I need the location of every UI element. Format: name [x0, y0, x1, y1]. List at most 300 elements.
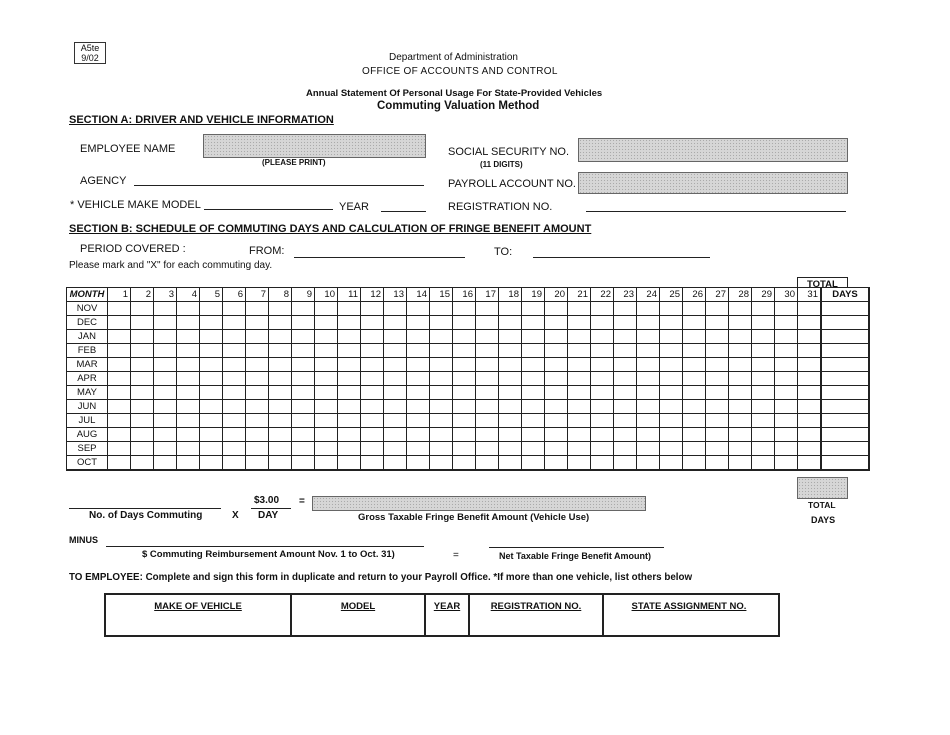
day-cell[interactable]: [637, 386, 660, 400]
day-cell[interactable]: [522, 358, 545, 372]
day-cell[interactable]: [499, 414, 522, 428]
day-cell[interactable]: [637, 330, 660, 344]
day-cell[interactable]: [476, 456, 499, 471]
month-total-cell[interactable]: [821, 316, 869, 330]
day-cell[interactable]: [453, 330, 476, 344]
day-cell[interactable]: [775, 372, 798, 386]
day-cell[interactable]: [384, 400, 407, 414]
day-cell[interactable]: [384, 358, 407, 372]
day-cell[interactable]: [453, 442, 476, 456]
day-cell[interactable]: [177, 456, 200, 471]
day-cell[interactable]: [637, 456, 660, 471]
day-cell[interactable]: [315, 456, 338, 471]
day-cell[interactable]: [223, 414, 246, 428]
day-cell[interactable]: [407, 456, 430, 471]
day-cell[interactable]: [177, 302, 200, 316]
day-cell[interactable]: [637, 344, 660, 358]
day-cell[interactable]: [729, 372, 752, 386]
day-cell[interactable]: [453, 344, 476, 358]
day-cell[interactable]: [798, 456, 822, 471]
day-cell[interactable]: [453, 456, 476, 471]
day-cell[interactable]: [568, 330, 591, 344]
day-cell[interactable]: [407, 442, 430, 456]
day-cell[interactable]: [154, 428, 177, 442]
day-cell[interactable]: [660, 344, 683, 358]
day-cell[interactable]: [729, 386, 752, 400]
day-cell[interactable]: [752, 316, 775, 330]
day-cell[interactable]: [476, 386, 499, 400]
day-cell[interactable]: [200, 358, 223, 372]
day-cell[interactable]: [453, 386, 476, 400]
col-model[interactable]: [292, 595, 426, 635]
day-cell[interactable]: [131, 442, 154, 456]
day-cell[interactable]: [177, 330, 200, 344]
day-cell[interactable]: [568, 372, 591, 386]
days-commuting-field[interactable]: [69, 508, 221, 509]
day-cell[interactable]: [729, 428, 752, 442]
day-cell[interactable]: [430, 428, 453, 442]
day-cell[interactable]: [614, 428, 637, 442]
day-cell[interactable]: [591, 358, 614, 372]
day-cell[interactable]: [361, 456, 384, 471]
day-cell[interactable]: [246, 442, 269, 456]
day-cell[interactable]: [545, 302, 568, 316]
day-cell[interactable]: [637, 372, 660, 386]
day-cell[interactable]: [154, 414, 177, 428]
day-cell[interactable]: [269, 372, 292, 386]
day-cell[interactable]: [476, 414, 499, 428]
day-cell[interactable]: [430, 386, 453, 400]
day-cell[interactable]: [315, 330, 338, 344]
day-cell[interactable]: [706, 386, 729, 400]
day-cell[interactable]: [108, 330, 131, 344]
day-cell[interactable]: [338, 400, 361, 414]
day-cell[interactable]: [591, 316, 614, 330]
day-cell[interactable]: [154, 330, 177, 344]
day-cell[interactable]: [430, 358, 453, 372]
month-total-cell[interactable]: [821, 386, 869, 400]
day-cell[interactable]: [131, 302, 154, 316]
day-cell[interactable]: [545, 428, 568, 442]
day-cell[interactable]: [476, 358, 499, 372]
day-cell[interactable]: [798, 400, 822, 414]
day-cell[interactable]: [407, 372, 430, 386]
ssn-field[interactable]: [578, 138, 848, 162]
day-cell[interactable]: [108, 456, 131, 471]
day-cell[interactable]: [476, 316, 499, 330]
day-cell[interactable]: [292, 428, 315, 442]
day-cell[interactable]: [269, 316, 292, 330]
month-total-cell[interactable]: [821, 414, 869, 428]
day-cell[interactable]: [315, 344, 338, 358]
day-cell[interactable]: [338, 428, 361, 442]
day-cell[interactable]: [660, 386, 683, 400]
day-cell[interactable]: [246, 302, 269, 316]
day-cell[interactable]: [361, 316, 384, 330]
day-cell[interactable]: [798, 414, 822, 428]
day-cell[interactable]: [315, 358, 338, 372]
day-cell[interactable]: [499, 316, 522, 330]
day-cell[interactable]: [430, 372, 453, 386]
day-cell[interactable]: [292, 330, 315, 344]
day-cell[interactable]: [292, 442, 315, 456]
day-cell[interactable]: [338, 316, 361, 330]
net-amount-field[interactable]: [489, 547, 664, 548]
day-cell[interactable]: [683, 428, 706, 442]
day-cell[interactable]: [246, 400, 269, 414]
day-cell[interactable]: [131, 372, 154, 386]
day-cell[interactable]: [683, 442, 706, 456]
day-cell[interactable]: [338, 302, 361, 316]
day-cell[interactable]: [637, 316, 660, 330]
day-cell[interactable]: [499, 400, 522, 414]
month-total-cell[interactable]: [821, 372, 869, 386]
month-total-cell[interactable]: [821, 456, 869, 471]
day-cell[interactable]: [269, 456, 292, 471]
day-cell[interactable]: [614, 358, 637, 372]
day-cell[interactable]: [315, 428, 338, 442]
day-cell[interactable]: [108, 344, 131, 358]
day-cell[interactable]: [269, 400, 292, 414]
day-cell[interactable]: [637, 442, 660, 456]
day-cell[interactable]: [614, 386, 637, 400]
day-cell[interactable]: [269, 414, 292, 428]
day-cell[interactable]: [223, 456, 246, 471]
day-cell[interactable]: [522, 428, 545, 442]
day-cell[interactable]: [200, 372, 223, 386]
day-cell[interactable]: [177, 386, 200, 400]
day-cell[interactable]: [660, 330, 683, 344]
day-cell[interactable]: [108, 428, 131, 442]
day-cell[interactable]: [384, 386, 407, 400]
day-cell[interactable]: [775, 428, 798, 442]
day-cell[interactable]: [568, 386, 591, 400]
day-cell[interactable]: [200, 442, 223, 456]
day-cell[interactable]: [499, 344, 522, 358]
day-cell[interactable]: [798, 372, 822, 386]
day-cell[interactable]: [729, 344, 752, 358]
day-cell[interactable]: [775, 400, 798, 414]
day-cell[interactable]: [568, 400, 591, 414]
day-cell[interactable]: [706, 358, 729, 372]
day-cell[interactable]: [430, 330, 453, 344]
day-cell[interactable]: [315, 400, 338, 414]
day-cell[interactable]: [614, 316, 637, 330]
day-cell[interactable]: [338, 372, 361, 386]
day-cell[interactable]: [706, 442, 729, 456]
day-cell[interactable]: [706, 344, 729, 358]
day-cell[interactable]: [545, 414, 568, 428]
day-cell[interactable]: [407, 330, 430, 344]
day-cell[interactable]: [246, 414, 269, 428]
day-cell[interactable]: [614, 302, 637, 316]
day-cell[interactable]: [591, 372, 614, 386]
day-cell[interactable]: [522, 414, 545, 428]
to-field[interactable]: [533, 257, 710, 258]
day-cell[interactable]: [407, 414, 430, 428]
day-cell[interactable]: [752, 372, 775, 386]
day-cell[interactable]: [292, 456, 315, 471]
day-cell[interactable]: [775, 456, 798, 471]
day-cell[interactable]: [568, 344, 591, 358]
day-cell[interactable]: [545, 386, 568, 400]
day-cell[interactable]: [338, 456, 361, 471]
day-cell[interactable]: [752, 302, 775, 316]
day-cell[interactable]: [752, 344, 775, 358]
day-cell[interactable]: [545, 330, 568, 344]
day-cell[interactable]: [499, 330, 522, 344]
day-cell[interactable]: [752, 414, 775, 428]
day-cell[interactable]: [729, 414, 752, 428]
day-cell[interactable]: [568, 358, 591, 372]
day-cell[interactable]: [108, 400, 131, 414]
day-cell[interactable]: [522, 442, 545, 456]
day-cell[interactable]: [154, 358, 177, 372]
day-cell[interactable]: [660, 302, 683, 316]
day-cell[interactable]: [476, 442, 499, 456]
day-cell[interactable]: [269, 330, 292, 344]
day-cell[interactable]: [522, 456, 545, 471]
day-cell[interactable]: [683, 330, 706, 344]
day-cell[interactable]: [315, 442, 338, 456]
day-cell[interactable]: [614, 442, 637, 456]
day-cell[interactable]: [752, 358, 775, 372]
day-cell[interactable]: [729, 330, 752, 344]
day-cell[interactable]: [361, 344, 384, 358]
day-cell[interactable]: [476, 428, 499, 442]
day-cell[interactable]: [591, 414, 614, 428]
day-cell[interactable]: [223, 302, 246, 316]
day-cell[interactable]: [775, 414, 798, 428]
day-cell[interactable]: [706, 316, 729, 330]
day-cell[interactable]: [177, 414, 200, 428]
day-cell[interactable]: [545, 400, 568, 414]
day-cell[interactable]: [246, 344, 269, 358]
day-cell[interactable]: [453, 316, 476, 330]
day-cell[interactable]: [384, 414, 407, 428]
total-days-field[interactable]: [797, 477, 848, 499]
day-cell[interactable]: [752, 442, 775, 456]
day-cell[interactable]: [154, 344, 177, 358]
day-cell[interactable]: [430, 400, 453, 414]
day-cell[interactable]: [430, 302, 453, 316]
day-cell[interactable]: [131, 400, 154, 414]
col-year[interactable]: [426, 595, 470, 635]
day-cell[interactable]: [384, 330, 407, 344]
day-cell[interactable]: [361, 442, 384, 456]
day-cell[interactable]: [361, 358, 384, 372]
day-cell[interactable]: [453, 372, 476, 386]
day-cell[interactable]: [361, 302, 384, 316]
day-cell[interactable]: [108, 372, 131, 386]
day-cell[interactable]: [660, 456, 683, 471]
day-cell[interactable]: [522, 316, 545, 330]
day-cell[interactable]: [177, 442, 200, 456]
day-cell[interactable]: [315, 386, 338, 400]
day-cell[interactable]: [545, 316, 568, 330]
day-cell[interactable]: [775, 302, 798, 316]
day-cell[interactable]: [177, 428, 200, 442]
day-cell[interactable]: [200, 386, 223, 400]
day-cell[interactable]: [614, 344, 637, 358]
day-cell[interactable]: [499, 428, 522, 442]
day-cell[interactable]: [499, 386, 522, 400]
day-cell[interactable]: [177, 344, 200, 358]
day-cell[interactable]: [430, 414, 453, 428]
day-cell[interactable]: [568, 302, 591, 316]
day-cell[interactable]: [292, 400, 315, 414]
day-cell[interactable]: [338, 442, 361, 456]
day-cell[interactable]: [752, 330, 775, 344]
month-total-cell[interactable]: [821, 330, 869, 344]
day-cell[interactable]: [200, 316, 223, 330]
day-cell[interactable]: [568, 428, 591, 442]
day-cell[interactable]: [315, 414, 338, 428]
day-cell[interactable]: [131, 386, 154, 400]
day-cell[interactable]: [361, 386, 384, 400]
day-cell[interactable]: [177, 372, 200, 386]
day-cell[interactable]: [453, 302, 476, 316]
day-cell[interactable]: [453, 428, 476, 442]
day-cell[interactable]: [407, 428, 430, 442]
col-make-of-vehicle[interactable]: [106, 595, 292, 635]
day-cell[interactable]: [154, 442, 177, 456]
day-cell[interactable]: [591, 428, 614, 442]
day-cell[interactable]: [453, 414, 476, 428]
day-cell[interactable]: [798, 344, 822, 358]
day-cell[interactable]: [798, 358, 822, 372]
day-cell[interactable]: [315, 372, 338, 386]
day-cell[interactable]: [246, 316, 269, 330]
day-cell[interactable]: [407, 316, 430, 330]
day-cell[interactable]: [338, 414, 361, 428]
day-cell[interactable]: [292, 386, 315, 400]
day-cell[interactable]: [269, 428, 292, 442]
day-cell[interactable]: [131, 358, 154, 372]
day-cell[interactable]: [545, 442, 568, 456]
day-cell[interactable]: [131, 414, 154, 428]
day-cell[interactable]: [407, 386, 430, 400]
day-cell[interactable]: [729, 302, 752, 316]
day-cell[interactable]: [683, 386, 706, 400]
day-cell[interactable]: [660, 442, 683, 456]
day-cell[interactable]: [223, 386, 246, 400]
day-cell[interactable]: [476, 400, 499, 414]
day-cell[interactable]: [246, 330, 269, 344]
col-state-assignment[interactable]: [604, 595, 774, 635]
day-cell[interactable]: [499, 456, 522, 471]
day-cell[interactable]: [637, 428, 660, 442]
day-cell[interactable]: [407, 344, 430, 358]
from-field[interactable]: [294, 257, 465, 258]
day-cell[interactable]: [522, 372, 545, 386]
day-cell[interactable]: [591, 302, 614, 316]
day-cell[interactable]: [683, 316, 706, 330]
day-cell[interactable]: [108, 414, 131, 428]
day-cell[interactable]: [775, 344, 798, 358]
day-cell[interactable]: [706, 456, 729, 471]
day-cell[interactable]: [223, 372, 246, 386]
day-cell[interactable]: [315, 316, 338, 330]
day-cell[interactable]: [660, 316, 683, 330]
day-cell[interactable]: [729, 358, 752, 372]
day-cell[interactable]: [729, 456, 752, 471]
day-cell[interactable]: [154, 456, 177, 471]
day-cell[interactable]: [177, 400, 200, 414]
day-cell[interactable]: [545, 358, 568, 372]
day-cell[interactable]: [223, 330, 246, 344]
day-cell[interactable]: [683, 372, 706, 386]
month-total-cell[interactable]: [821, 358, 869, 372]
day-cell[interactable]: [775, 442, 798, 456]
day-cell[interactable]: [729, 442, 752, 456]
day-cell[interactable]: [200, 330, 223, 344]
day-cell[interactable]: [131, 316, 154, 330]
day-cell[interactable]: [683, 414, 706, 428]
day-cell[interactable]: [131, 456, 154, 471]
day-cell[interactable]: [591, 456, 614, 471]
day-cell[interactable]: [430, 456, 453, 471]
day-cell[interactable]: [729, 400, 752, 414]
day-cell[interactable]: [154, 302, 177, 316]
day-cell[interactable]: [499, 358, 522, 372]
day-cell[interactable]: [223, 400, 246, 414]
day-cell[interactable]: [108, 358, 131, 372]
day-cell[interactable]: [200, 344, 223, 358]
day-cell[interactable]: [453, 358, 476, 372]
day-cell[interactable]: [798, 316, 822, 330]
day-cell[interactable]: [522, 330, 545, 344]
day-cell[interactable]: [752, 428, 775, 442]
day-cell[interactable]: [292, 344, 315, 358]
day-cell[interactable]: [108, 316, 131, 330]
day-cell[interactable]: [522, 344, 545, 358]
day-cell[interactable]: [292, 316, 315, 330]
day-cell[interactable]: [499, 442, 522, 456]
day-cell[interactable]: [384, 442, 407, 456]
day-cell[interactable]: [614, 456, 637, 471]
day-cell[interactable]: [637, 400, 660, 414]
day-cell[interactable]: [476, 330, 499, 344]
day-cell[interactable]: [568, 316, 591, 330]
day-cell[interactable]: [683, 456, 706, 471]
day-cell[interactable]: [660, 358, 683, 372]
day-cell[interactable]: [660, 428, 683, 442]
day-cell[interactable]: [269, 358, 292, 372]
day-cell[interactable]: [131, 428, 154, 442]
day-cell[interactable]: [522, 400, 545, 414]
day-cell[interactable]: [338, 386, 361, 400]
day-cell[interactable]: [407, 302, 430, 316]
col-registration[interactable]: [470, 595, 604, 635]
day-cell[interactable]: [637, 414, 660, 428]
day-cell[interactable]: [200, 302, 223, 316]
day-cell[interactable]: [154, 400, 177, 414]
day-cell[interactable]: [591, 386, 614, 400]
day-cell[interactable]: [683, 358, 706, 372]
day-cell[interactable]: [223, 344, 246, 358]
day-cell[interactable]: [752, 386, 775, 400]
day-cell[interactable]: [775, 330, 798, 344]
day-cell[interactable]: [131, 330, 154, 344]
month-total-cell[interactable]: [821, 428, 869, 442]
day-cell[interactable]: [292, 358, 315, 372]
day-cell[interactable]: [361, 428, 384, 442]
day-cell[interactable]: [545, 456, 568, 471]
registration-field[interactable]: [586, 211, 846, 212]
day-cell[interactable]: [775, 316, 798, 330]
day-cell[interactable]: [683, 344, 706, 358]
